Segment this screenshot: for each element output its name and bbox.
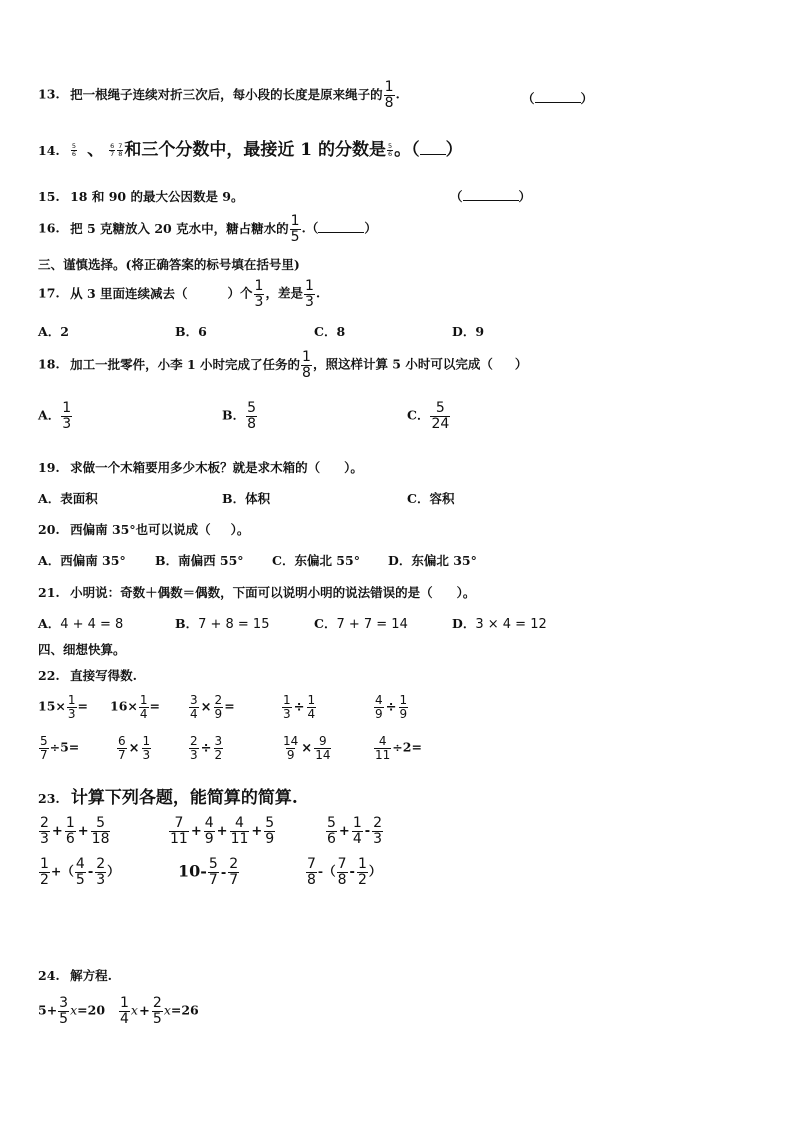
question-20: 20. 西偏南 35°也可以说成（ ）。 [38,522,250,537]
question-number: 22. [38,668,60,683]
calc-22-9[interactable]: $\frac{14}{9}$ × $\frac{9}{14}$ [283,734,331,762]
fraction: $\frac{1}{3}$ [62,400,72,432]
calc-22-7[interactable]: $\frac{6}{7}$ × $\frac{1}{3}$ [118,734,151,762]
question-number: 15. [38,189,60,204]
question-number: 17. [38,285,60,301]
question-number: 24. [38,968,60,983]
question-number: 20. [38,522,60,537]
calc-22-10[interactable]: $\frac{4}{11}$ ÷2= [375,734,422,762]
option-20-d[interactable]: D．东偏北 35° [388,553,477,568]
calc-22-8[interactable]: $\frac{2}{3}$ ÷ $\frac{3}{2}$ [190,734,223,762]
section-heading-4: 四、细想快算。 [38,642,126,657]
answer-blank[interactable] [188,288,228,298]
fraction: $\frac{5}{6}$ [388,142,393,158]
equation-24-2[interactable]: $\frac{1}{4}$ x+ $\frac{2}{5}$ x=26 [120,995,199,1027]
calc-22-6[interactable]: $\frac{5}{7}$ ÷5= [40,734,80,762]
equation-24-1[interactable]: 5+ $\frac{3}{5}$ x=20 [38,995,106,1027]
calc-22-1[interactable]: 15× $\frac{1}{3}$ = [38,693,88,721]
option-21-d[interactable]: D．3 × 4 = 12 [452,616,547,632]
fraction: $\frac{7}{8}$ [118,142,123,158]
question-text: 直接写得数. [70,668,137,683]
section-heading-3: 三、谨慎选择。(将正确答案的标号填在括号里) [38,257,300,272]
calc-23-2[interactable]: $\frac{7}{11}$ + $\frac{4}{9}$ + $\frac{4}{11}$ + $\frac{5}{9}$ [170,815,275,847]
question-text: 把 5 克糖放入 20 克水中，糖占糖水的 [70,220,289,236]
option-17-c[interactable]: C．8 [314,324,346,339]
question-number: 14. [38,143,60,158]
question-text: 18 和 90 的最大公因数是 9。 [70,189,244,204]
fraction: $\frac{1}{3}$ [304,278,314,310]
fraction: $\frac{1}{8}$ [302,349,311,381]
question-24 [38,966,112,984]
question-19: 19. 求做一个木箱要用多少木板？就是求木箱的（ ）。 [38,460,363,475]
option-21-c[interactable]: C．7 + 7 = 14 [314,616,408,632]
option-18-c[interactable]: C． $\frac{5}{24}$ [407,400,450,432]
option-19-a[interactable]: A．表面积 [38,491,98,506]
question-text: 解方程. [70,968,112,983]
answer-blank[interactable] [318,222,364,233]
question-18: 18. 加工一批零件，小李 1 小时完成了任务的 $\frac{1}{8}$ ，照这样计算 5 小时可以完成（ ） [38,349,528,381]
question-text: 计算下列各题，能简算的简算. [70,788,298,808]
option-17-a[interactable]: A．2 [38,324,69,339]
question-text: 小明说：奇数＋偶数＝偶数，下面可以说明小明的说法错误的是（ [70,585,433,600]
option-20-a[interactable]: A．西偏南 35° [38,553,126,568]
option-20-c[interactable]: C．东偏北 55° [272,553,360,568]
option-17-b[interactable]: B．6 [175,324,207,339]
question-number: 13. [38,86,60,102]
question-17: 17. 从 3 里面连续减去（ ）个 $\frac{1}{3}$ ，差是 $\frac{1}{3}$ . [38,278,321,310]
fraction: $\frac{5}{6}$ [71,142,76,158]
calc-22-4[interactable]: $\frac{1}{3}$ ÷ $\frac{1}{4}$ [283,693,316,721]
option-20-b[interactable]: B．南偏西 55° [155,553,244,568]
question-text: 求做一个木箱要用多少木板？就是求木箱的（ [70,460,321,475]
calc-23-6[interactable]: $\frac{7}{8}$ -（ $\frac{7}{8}$ - $\frac{1}{2}$ ） [307,856,382,888]
calc-22-5[interactable]: $\frac{4}{9}$ ÷ $\frac{1}{9}$ [375,693,408,721]
fraction: $\frac{6}{7}$ [110,142,115,158]
question-23 [38,783,298,808]
fraction: $\frac{1}{3}$ [254,278,264,310]
question-13 [38,80,400,110]
question-22 [38,666,137,684]
question-text: 从 3 里面连续减去（ [70,285,188,301]
calc-23-3[interactable]: $\frac{5}{6}$ + $\frac{1}{4}$ - $\frac{2}{3}$ [327,815,383,847]
answer-blank[interactable] [420,144,446,155]
fraction: $\frac{1}{5}$ [290,213,300,245]
option-19-b[interactable]: B．体积 [222,491,271,506]
fraction: $\frac{5}{24}$ [431,400,450,432]
question-text: 把一根绳子连续对折三次后，每小段的长度是原来绳子的 [70,86,383,102]
question-number: 19. [38,460,60,475]
question-number: 23. [38,791,60,806]
question-text: 和三个分数中，最接近 1 的分数是 [124,140,387,160]
option-21-a[interactable]: A．4 + 4 = 8 [38,616,124,632]
fraction: $\frac{5}{8}$ [247,400,256,432]
fraction: $\frac{1}{8}$ [384,79,394,111]
calc-23-4[interactable]: $\frac{1}{2}$ +（ $\frac{4}{5}$ - $\frac{2}{3}$ ） [40,856,120,888]
question-text: 西偏南 35°也可以说成（ [70,522,211,537]
question-number: 21. [38,585,60,600]
calc-22-2[interactable]: 16× $\frac{1}{4}$ = [110,693,160,721]
question-number: 18. [38,356,60,372]
calc-22-3[interactable]: $\frac{3}{4}$ × $\frac{2}{9}$ = [190,693,235,721]
option-18-a[interactable]: A． $\frac{1}{3}$ [38,400,72,432]
answer-bracket-13[interactable]: （ ） [522,91,594,106]
question-15 [38,187,244,205]
question-21: 21. 小明说：奇数＋偶数＝偶数，下面可以说明小明的说法错误的是（ ）。 [38,585,476,600]
answer-bracket-15[interactable]: （ ） [450,189,532,204]
question-14: 14. $\frac{5}{6}$ 、 $\frac{6}{7}$ $\frac{7}{8}$ 和三个分数中，最接近 1 的分数是 $\frac{5}{6}$ 。（ ） [38,140,463,160]
punctuation: . [395,86,400,102]
question-16: 16. 把 5 克糖放入 20 克水中，糖占糖水的 $\frac{1}{5}$ .（ ） [38,213,377,245]
question-text: 加工一批零件，小李 1 小时完成了任务的 [70,356,301,372]
calc-23-1[interactable]: $\frac{2}{3}$ + $\frac{1}{6}$ + $\frac{5}{18}$ [40,815,110,847]
option-21-b[interactable]: B．7 + 8 = 15 [175,616,270,632]
option-18-b[interactable]: B． $\frac{5}{8}$ [222,400,256,432]
option-19-c[interactable]: C．容积 [407,491,455,506]
question-number: 16. [38,220,60,236]
option-17-d[interactable]: D．9 [452,324,485,339]
calc-23-5[interactable]: 10- $\frac{5}{7}$ - $\frac{2}{7}$ [178,856,239,888]
